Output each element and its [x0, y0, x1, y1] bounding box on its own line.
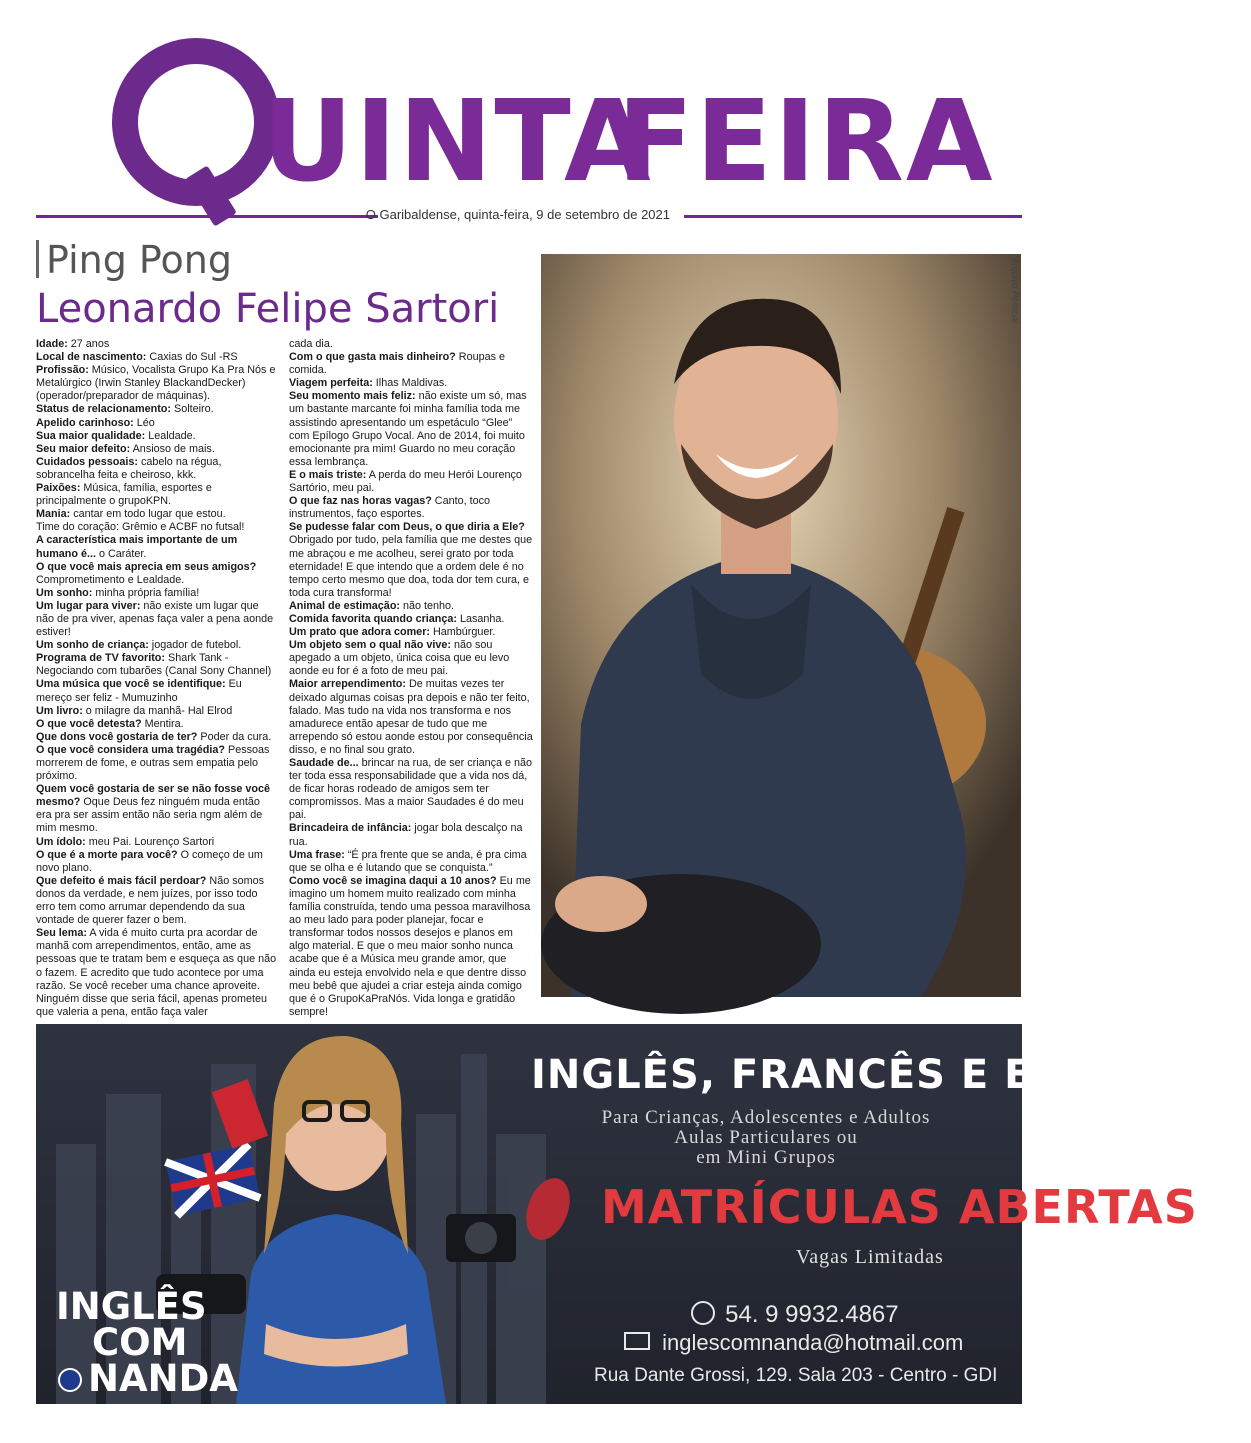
qa-entry — [36, 875, 278, 927]
ad-email-row — [624, 1330, 963, 1356]
uk-flag-icon — [58, 1368, 82, 1392]
qa-question: Animal de estimação: — [289, 599, 401, 612]
masthead-rule-right — [684, 215, 1022, 218]
qa-answer: Ansioso de mais. — [130, 442, 215, 455]
qa-entry — [36, 678, 278, 704]
photo-credit: Arquivo Pessoal — [1010, 258, 1020, 324]
logo-feira: FEIRA — [617, 77, 995, 207]
whatsapp-icon — [691, 1301, 715, 1325]
qa-question: E o mais triste: — [289, 468, 367, 481]
qa-question: A característica mais importante de um humano é... — [36, 534, 238, 560]
qa-entry — [289, 338, 533, 351]
logo-uinta: UINTA — [262, 77, 653, 207]
qa-question: Local de nascimento: — [36, 351, 147, 364]
qa-question: Status de relacionamento: — [36, 403, 171, 416]
qa-question: Apelido carinhoso: — [36, 416, 134, 429]
qa-question: Brincadeira de infância: — [289, 822, 412, 835]
qa-entry — [36, 508, 278, 521]
qa-answer: Eu me imagino um homem muito realizado com minha família construída, tendo uma pessoa maravilhosa ao meu lado para poder planejar, focar e transformar todos nossos desejos e planos em algo material. E que o meu maior sonho nunca acabe que é a Música meu grande amor, que ainda eu esteja envolvido nela e que dentre disso meu bebê que ajudei a criar esteja ainda comigo que é o GrupoKaPraNós. Vida longa e gratidão sempre! — [289, 874, 531, 1018]
portrait-illustration — [541, 254, 1021, 997]
qa-answer: o milagre da manhã- Hal Elrod — [82, 704, 233, 717]
qa-entry — [36, 456, 278, 482]
qa-answer: Ilhas Maldivas. — [372, 377, 448, 390]
qa-entry — [36, 521, 278, 534]
qa-answer: 27 anos — [67, 338, 110, 350]
qa-question: Seu maior defeito: — [36, 442, 131, 455]
ad-matriculas: MATRÍCULAS ABERTAS — [601, 1180, 1198, 1234]
qa-question: Uma música que você se identifique: — [36, 678, 226, 691]
ad-email: inglescomnanda@hotmail.com — [662, 1330, 964, 1355]
qa-answer: Roupas e comida. — [289, 351, 505, 377]
qa-question: O que é a morte para você? — [36, 848, 178, 861]
qa-answer: minha própria família! — [92, 586, 200, 599]
qa-question: Saudade de... — [289, 757, 359, 769]
qa-answer: meu Pai. Lourenço Sartori — [85, 835, 215, 848]
qa-entry — [289, 377, 533, 390]
qa-entry — [289, 678, 533, 757]
advertisement — [36, 1024, 1251, 1404]
qa-entry — [36, 417, 278, 430]
qa-answer: “É pra frente que se anda, é pra cima que se olha e é lutando que se conquista.” — [289, 848, 527, 874]
qa-answer: Solteiro. — [171, 403, 214, 416]
qa-entry — [36, 587, 278, 600]
section-divider — [36, 240, 39, 278]
qa-entry — [289, 822, 533, 848]
qa-entry — [36, 338, 278, 351]
qa-question: Seu momento mais feliz: — [289, 390, 416, 403]
qa-answer: jogar bola descalço na rua. — [289, 822, 523, 848]
qa-question: Um lugar para viver: — [36, 599, 141, 612]
qa-entry — [289, 600, 533, 613]
qa-question: Idade: — [36, 338, 68, 350]
qa-answer: brincar na rua, de ser criança e não ter toda essa responsabilidade que a vida nos dá, de ficar horas rodeado de amigos sem ter compromissos. Mas a maior Saudades é do meu pai. — [289, 757, 533, 822]
envelope-icon — [624, 1332, 650, 1350]
qa-answer: Poder da cura. — [197, 730, 272, 743]
qa-question: Quem você gostaria de ser se não fosse você mesmo? — [36, 783, 271, 809]
qa-answer: De muitas vezes ter deixado algumas coisas pra depois e não ter feito, falado. Mas tudo na vida nos transforma e nos amadurece então apesar de tudo que me arrependo só estou aonde estou por consequência disso, e no final sou grato. — [289, 678, 533, 756]
qa-entry — [36, 731, 278, 744]
qa-entry — [289, 875, 533, 1019]
qa-answer: Eu mereço ser feliz - Mumuzinho — [36, 678, 242, 704]
qa-entry — [36, 482, 278, 508]
qa-answer: O começo de um novo plano. — [36, 848, 263, 874]
qa-question: Cuidados pessoais: — [36, 455, 138, 468]
qa-answer: não existe um só, mas um bastante marcante foi minha família toda me assistindo apresentando um espetáculo “Glee” com Epílogo Grupo Vocal. Ano de 2014, foi muito emocionante pra mim! Guardo no meu coração essa lembrança. — [289, 390, 527, 468]
qa-answer: Comprometimento e Lealdade. — [36, 573, 185, 586]
qa-question: Um objeto sem o qual não vive: — [289, 639, 451, 652]
qa-answer: Músico, Vocalista Grupo Ka Pra Nós e Metalúrgico (Irwin Stanley BlackandDecker) (operador/preparador de máquinas). — [36, 364, 276, 403]
person-name: Leonardo Felipe Sartori — [36, 286, 500, 332]
ad-brand-line-1: INGLÊS — [56, 1285, 207, 1328]
ad-phone: 54. 9 9932.4867 — [725, 1301, 899, 1328]
qa-entry — [36, 430, 278, 443]
qa-entry — [36, 534, 278, 560]
qa-entry — [289, 757, 533, 822]
interview-column-1 — [36, 338, 278, 1019]
qa-answer: Lealdade. — [145, 429, 196, 442]
qa-answer: Léo — [133, 416, 155, 429]
qa-answer: Caxias do Sul -RS — [146, 351, 238, 364]
qa-entry — [36, 351, 278, 364]
qa-answer: não existe um lugar que não de pra viver, apenas faça valer a pena aonde estiver! — [36, 599, 274, 639]
interview-column-2 — [289, 338, 533, 1019]
qa-answer: cantar em todo lugar que estou. — [70, 508, 226, 521]
qa-question: Mania: — [36, 508, 71, 521]
qa-question: Viagem perfeita: — [289, 377, 373, 390]
qa-entry — [36, 783, 278, 835]
qa-answer: Oque Deus fez ninguém muda então era pra ser assim então não seria ngm além de mim mesmo. — [36, 796, 263, 835]
qa-answer: não sou apegado a um objeto, única coisa que eu levo aonde eu for é a foto de meu pai. — [289, 639, 510, 678]
qa-entry — [36, 836, 278, 849]
qa-entry — [36, 652, 278, 678]
qa-question: O que você mais aprecia em seus amigos? — [36, 560, 257, 573]
qa-question: O que você considera uma tragédia? — [36, 743, 226, 756]
section-label: Ping Pong — [46, 238, 232, 282]
qa-question: Um ídolo: — [36, 835, 86, 848]
qa-question: O que faz nas horas vagas? — [289, 495, 432, 508]
masthead — [0, 0, 1058, 240]
qa-entry — [36, 600, 278, 639]
qa-answer: Obrigado por tudo, pela família que me destes que me abraçou e me acolheu, serei grato por toda eternidade! E que intendo que a ordem dele é no tempo certo mesmo que doa, toda dor tem cura, e toda cura transforma! — [289, 534, 533, 599]
qa-answer: jogador de futebol. — [148, 639, 242, 652]
qa-question: Comida favorita quando criança: — [289, 612, 457, 625]
qa-entry — [36, 443, 278, 456]
qa-answer: não tenho. — [400, 599, 455, 612]
qa-entry — [36, 927, 278, 1019]
ad-address: Rua Dante Grossi, 129. Sala 203 - Centro - GDI — [594, 1365, 998, 1386]
qa-entry — [289, 469, 533, 495]
qa-question: Que dons você gostaria de ter? — [36, 730, 198, 743]
qa-entry — [36, 364, 278, 403]
qa-answer: cada dia. — [289, 338, 333, 350]
qa-entry — [289, 495, 533, 521]
qa-question: Que defeito é mais fácil perdoar? — [36, 874, 207, 887]
qa-entry — [289, 351, 533, 377]
qa-question: Com o que gasta mais dinheiro? — [289, 351, 456, 364]
qa-question: Maior arrependimento: — [289, 678, 406, 691]
qa-answer: Canto, toco instrumentos, faço esportes. — [289, 495, 491, 521]
qa-question: Seu lema: — [36, 927, 88, 940]
qa-answer: Shark Tank - Negociando com tubarões (Canal Sony Channel) — [36, 652, 272, 678]
qa-answer: o Caráter. — [96, 547, 147, 560]
qa-answer: Não somos donos da verdade, e nem juízes, por isso todo erro tem como arrumar dependendo da sua vontade de querer fazer o bem. — [36, 874, 265, 927]
ad-subtitle-3: em Mini Grupos — [696, 1147, 836, 1168]
qa-entry — [36, 718, 278, 731]
qa-entry — [36, 744, 278, 783]
qa-question: Como você se imagina daqui a 10 anos? — [289, 874, 497, 887]
qa-question: Paixões: — [36, 482, 81, 495]
ad-vagas: Vagas Limitadas — [796, 1246, 944, 1268]
qa-entry — [289, 849, 533, 875]
qa-question: O que você detesta? — [36, 717, 142, 730]
qa-entry — [36, 705, 278, 718]
qa-entry — [36, 403, 278, 416]
qa-question: Uma frase: — [289, 848, 345, 861]
qa-entry — [289, 390, 533, 469]
qa-answer: Mentira. — [141, 717, 184, 730]
ad-brand-line-2: COM — [92, 1321, 188, 1364]
qa-question: Um livro: — [36, 704, 83, 717]
qa-entry — [289, 613, 533, 626]
ad-title: INGLÊS, FRANCÊS E ESPANHOL — [531, 1052, 1251, 1098]
ad-phone-row — [691, 1301, 899, 1329]
qa-question: Programa de TV favorito: — [36, 652, 165, 665]
ad-brand-line-3: NANDA — [88, 1357, 238, 1400]
qa-answer: Pessoas morrerem de fome, e outras sem empatia pelo próximo. — [36, 743, 270, 783]
qa-answer: Lasanha. — [457, 612, 505, 625]
qa-question: Um sonho: — [36, 586, 93, 599]
qa-entry — [36, 561, 278, 587]
dateline: O Garibaldense, quinta-feira, 9 de setembro de 2021 — [365, 207, 670, 222]
portrait-photo — [541, 254, 1021, 997]
qa-entry — [36, 639, 278, 652]
qa-question: Se pudesse falar com Deus, o que diria a Ele? — [289, 521, 525, 534]
ad-subtitle-2: Aulas Particulares ou — [674, 1127, 858, 1148]
qa-question: Sua maior qualidade: — [36, 429, 146, 442]
qa-entry — [289, 626, 533, 639]
qa-question: Profissão: — [36, 364, 89, 377]
qa-answer: Time do coração: Grêmio e ACBF no futsal! — [36, 521, 245, 534]
qa-question: Um prato que adora comer: — [289, 626, 430, 639]
qa-answer: Música, família, esportes e principalmente o grupoKPN. — [36, 482, 212, 508]
qa-answer: Hambúrguer. — [430, 626, 496, 639]
qa-answer: A perda do meu Herói Lourenço Sartório, meu pai. — [289, 468, 522, 495]
qa-answer: A vida é muito curta pra acordar de manhã com arrependimentos, então, ame as pessoas que te tratam bem e esqueça as que não o fazem. E acredito que tudo acontece por uma razão. Se você receber uma chance aproveite. Ninguém disse que seria fácil, apenas prometeu que valeria a pena, então faça valer — [36, 927, 277, 1018]
qa-question: Um sonho de criança: — [36, 639, 149, 652]
qa-answer: cabelo na régua, sobrancelha feita e cheiroso, kkk. — [36, 455, 222, 481]
qa-entry — [289, 639, 533, 678]
qa-entry — [289, 521, 533, 600]
qa-entry — [36, 849, 278, 875]
ad-subtitle-1: Para Crianças, Adolescentes e Adultos — [601, 1107, 931, 1128]
